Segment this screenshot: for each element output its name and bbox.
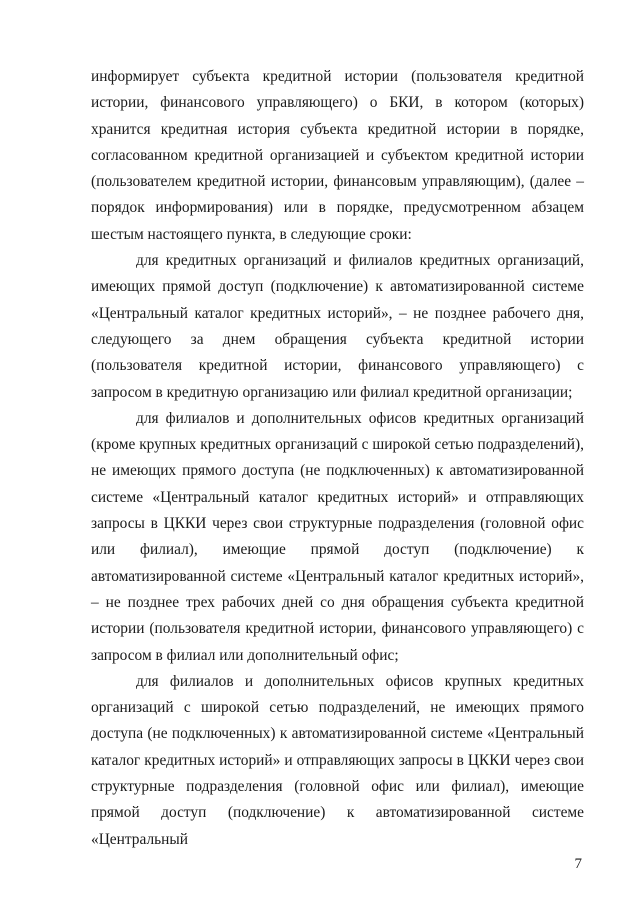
paragraph-direct-access: для кредитных организаций и филиалов кредитных организаций, имеющих прямой доступ (подключение) к автоматизированной системе «Центральный каталог кредитных историй», – не позднее рабочего дня, следующего за днем обращения субъекта кредитной истории (пользователя кредитной истории, финансового управляющего) с запросом в кредитную организацию или филиал кредитной организации; xyxy=(91,252,584,401)
paragraph-large-banks-branches: для филиалов и дополнительных офисов крупных кредитных организаций с широкой сетью подразделений, не имеющих прямого доступа (не подключенных) к автоматизированной системе «Центральный каталог кредитных историй» и отправляющих запросы в ЦККИ через свои структурные подразделения (головной офис или филиал), имеющие прямой доступ (подключение) к автоматизированной системе «Центральный xyxy=(91,672,584,848)
paragraph-continuation: информирует субъекта кредитной истории (пользователя кредитной истории, финансового управляющего) о БКИ, в котором (которых) хранится кредитная история субъекта кредитной истории в порядке, согласованном кредитной организацией и субъектом кредитной истории (пользователем кредитной истории, финансовым управляющим), (далее – порядок информирования) или в порядке, предусмотренном абзацем шестым настоящего пункта, в следующие сроки: xyxy=(91,68,584,243)
document-body xyxy=(91,64,584,853)
paragraph-branches-no-access: для филиалов и дополнительных офисов кредитных организаций (кроме крупных кредитных организаций с широкой сетью подразделений), не имеющих прямого доступа (не подключенных) к автоматизированной системе «Центральный каталог кредитных историй» и отправляющих запросы в ЦККИ через свои структурные подразделения (головной офис или филиал), имеющие прямой доступ (подключение) к автоматизированной системе «Центральный каталог кредитных историй», – не позднее трех рабочих дней со дня обращения субъекта кредитной истории (пользователя кредитной истории, финансового управляющего) с запросом в филиал или дополнительный офис; xyxy=(91,409,584,664)
page-number: 7 xyxy=(574,856,582,872)
